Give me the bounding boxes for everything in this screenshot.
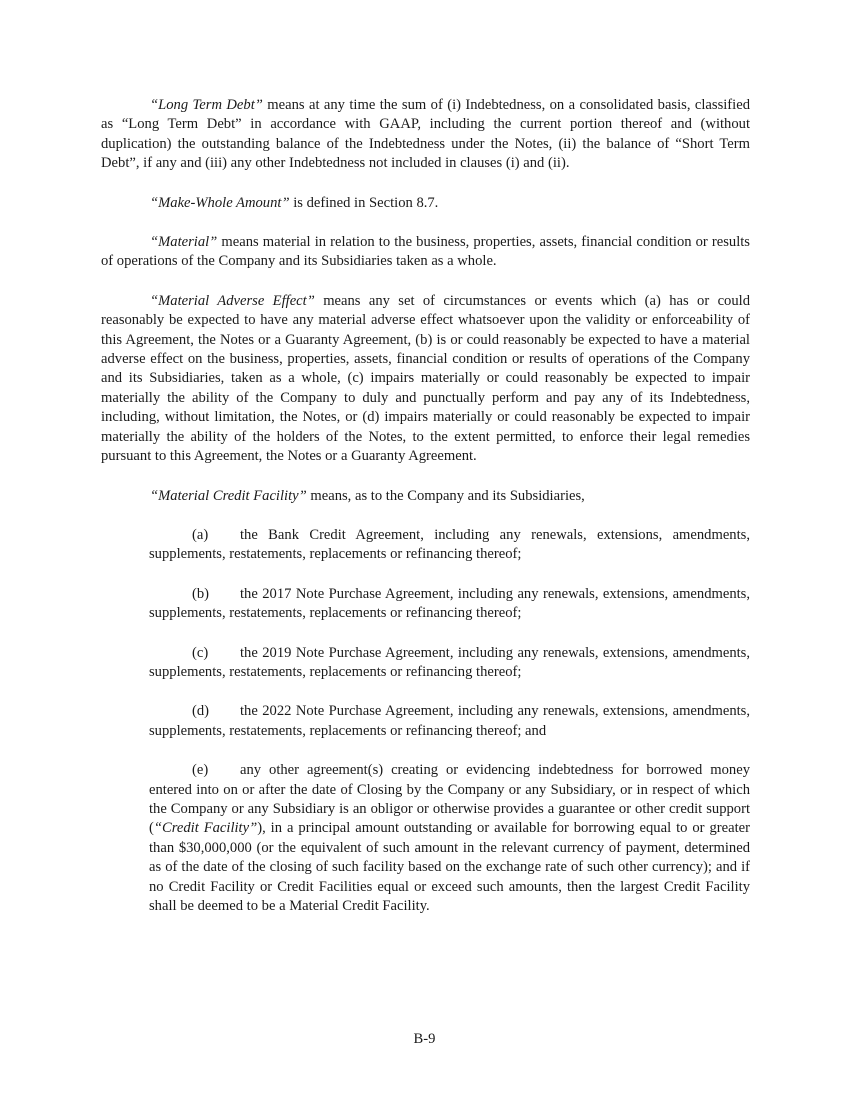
page-number: B-9 [413,1031,436,1047]
clause-label: (b) [192,585,210,602]
clause-text: the 2017 Note Purchase Agreement, including any renewals, extensions, amendments, supplements, restatements, replacements or refinancing thereof; [149,585,750,622]
definition-material-adverse-effect [101,292,750,467]
document-body [101,96,750,936]
defined-term: “Long Term Debt” [150,97,263,113]
clause-label: (c) [192,644,209,661]
definition-text: is defined in Section 8.7. [289,194,439,211]
clause-list [149,526,750,917]
definition-material-credit-facility [101,487,750,506]
definition-text: means at any time the sum of (i) Indebtedness, on a consolidated basis, classified as “Long Term Debt” in accordance with GAAP, including the current portion thereof and (without duplication) the outstanding balance of the Indebtedness under the Notes, (ii) the balance of “Short Term Debt”, if any and (iii) any other Indebtedness not included in clauses (i) and (ii). [101,97,750,172]
clause-label: (a) [192,526,209,543]
clause-a [149,526,750,565]
clause-c [149,644,750,683]
defined-term: “Material Adverse Effect” [150,292,315,309]
clause-e [149,761,750,916]
clause-d [149,702,750,741]
clause-text: ), in a principal amount outstanding or available for borrowing equal to or greater than $30,000,000 (or the equivalent of such amount in the relevant currency of payment, determined as of the date of the closing of such facility based on the exchange rate of such other currency); and if no Credit Facility or Credit Facilities equal or exceed such amounts, then the largest Credit Facility shall be deemed to be a Material Credit Facility. [149,820,751,914]
definition-material [101,233,750,272]
definition-make-whole-amount [101,194,750,213]
clause-label: (d) [192,703,210,720]
clause-text: the Bank Credit Agreement, including any renewals, extensions, amendments, supplements, restatements, replacements or refinancing thereof; [149,526,750,563]
defined-term: “Material” [150,234,218,251]
clause-text: any other agreement(s) creating or evidencing indebtedness for borrowed money entered into on or after the date of Closing by the Company or any Subsidiary, or in respect of which the Company or any Subsidiary is an obligor or otherwise provides a guarantee or other credit support ( [149,762,750,837]
definition-long-term-debt [101,96,750,174]
definition-text: means material in relation to the business, properties, assets, financial condition or results of operations of the Company and its Subsidiaries taken as a whole. [101,234,750,270]
clause-text: the 2019 Note Purchase Agreement, including any renewals, extensions, amendments, supplements, restatements, replacements or refinancing thereof; [149,644,750,680]
defined-term: “Credit Facility” [153,820,258,837]
clause-label: (e) [192,762,209,779]
clause-b [149,585,750,624]
clause-text: the 2022 Note Purchase Agreement, including any renewals, extensions, amendments, supplements, restatements, replacements or refinancing thereof; and [149,703,750,739]
definition-text: means any set of circumstances or events which (a) has or could reasonably be expected to have any material adverse effect whatsoever upon the validity or enforceability of this Agreement, the Notes or a Guaranty Agreement, (b) is or could reasonably be expected to have a material adverse effect on the business, properties, assets, financial condition or results of operations of the Company and its Subsidiaries, taken as a whole, (c) impairs materially or could reasonably be expected to impair materially the ability of the Company to duly and punctually perform and pay any of its Indebtedness, including, without limitation, the Notes, or (d) impairs materially or could reasonably be expected to impair materially the ability of the holders of the Notes, to the extent permitted, to enforce their legal remedies pursuant to this Agreement, the Notes or a Guaranty Agreement. [101,292,751,465]
defined-term: “Make-Whole Amount” [150,194,290,211]
defined-term: “Material Credit Facility” [150,487,307,504]
definition-text: means, as to the Company and its Subsidiaries, [306,487,585,504]
